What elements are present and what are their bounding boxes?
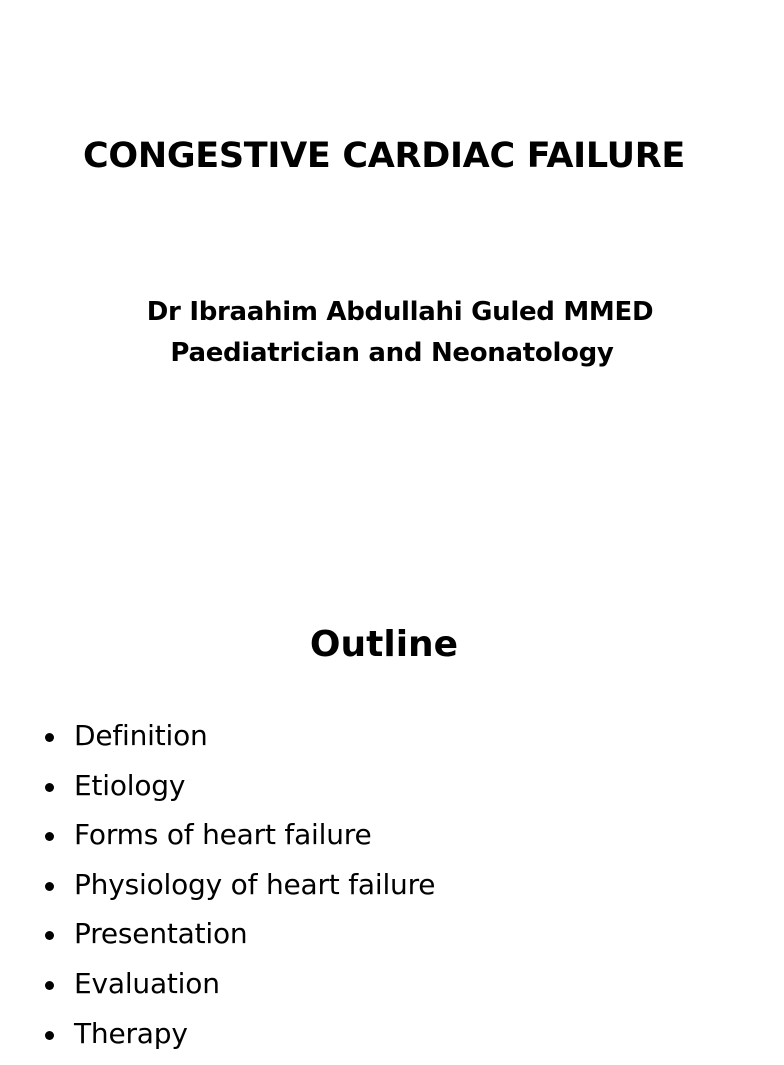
outline-slide [0,576,768,1050]
list-item-label: Forms of heart failure [74,818,372,852]
bullet-icon [45,931,54,940]
list-item [40,718,435,768]
list-item-label: Therapy [74,1016,188,1050]
bullet-icon [45,1031,54,1040]
list-item [40,768,435,818]
bullet-icon [45,733,54,742]
slide-title: CONGESTIVE CARDIAC FAILURE [83,136,685,176]
bullet-icon [45,783,54,792]
bullet-icon [45,832,54,841]
list-item-label: Physiology of heart failure [74,867,436,901]
list-item [40,1016,435,1065]
bullet-icon [45,882,54,891]
list-item [40,916,435,966]
list-item [40,817,435,867]
list-item-label: Evaluation [74,966,220,1000]
outline-title: Outline [309,624,459,665]
list-item-label: Presentation [74,917,248,951]
outline-list [40,718,435,1065]
list-item-label: Definition [74,719,208,752]
list-item-label: Etiology [74,768,186,802]
bullet-icon [45,981,54,990]
list-item [40,867,435,917]
list-item [40,966,435,1016]
author-line: Dr Ibraahim Abdullahi Guled MMED [146,297,654,327]
author-specialty-line: Paediatrician and Neonatology [170,338,614,368]
